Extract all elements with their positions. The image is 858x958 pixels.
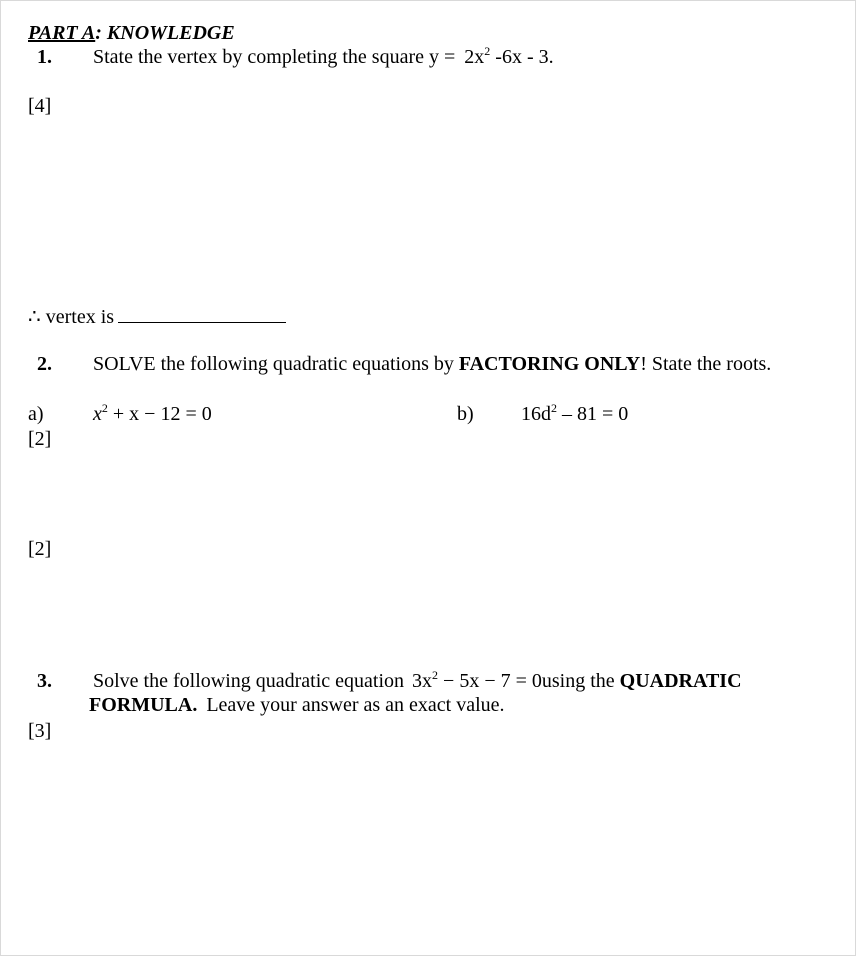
q2-text-before: SOLVE the following quadratic equations by (93, 353, 454, 375)
q3-equation (412, 670, 542, 692)
q2b-eq-tail: – 81 = 0 (562, 403, 629, 425)
q2b-marks: [2] (28, 538, 52, 560)
q2a-label: a) (28, 403, 44, 425)
q1-prompt (93, 45, 554, 69)
q1-eq-exponent: 2 (484, 44, 491, 58)
q3-text-mid: using the (541, 670, 615, 692)
q3-prompt-line2 (89, 693, 505, 717)
q2-prompt (93, 352, 771, 376)
part-colon: : (95, 22, 102, 44)
q1-answer-line (28, 304, 286, 329)
q1-equation (464, 46, 553, 68)
q1-answer-blank[interactable] (118, 304, 286, 323)
q2b-label: b) (457, 403, 474, 425)
q2b-eq-exponent: 2 (551, 401, 557, 415)
q3-text-after: Leave your answer as an exact value. (206, 694, 505, 716)
q3-text-bold-1: QUADRATIC (619, 670, 742, 692)
q1-number: 1. (37, 46, 52, 68)
q1-eq-lead: 2x (464, 46, 485, 68)
q2-number: 2. (37, 353, 52, 375)
q1-marks: [4] (28, 95, 52, 117)
q2a-eq-exponent: 2 (101, 401, 108, 415)
q2-text-bold: FACTORING ONLY (458, 353, 641, 375)
q2a-eq-base: x (93, 403, 102, 425)
q3-prompt-line1 (93, 669, 742, 693)
q3-text-bold-2: FORMULA. (89, 694, 198, 716)
part-label: PART A (28, 22, 96, 44)
q2a-eq-tail: + x − 12 = 0 (112, 403, 212, 425)
q2a-equation (93, 402, 212, 426)
q2b-eq-base: 16d (521, 403, 551, 425)
q1-text: State the vertex by completing the square y = (93, 46, 456, 68)
part-header (28, 21, 235, 45)
part-title: KNOWLEDGE (106, 22, 235, 44)
q3-number: 3. (37, 670, 52, 692)
q3-text-before: Solve the following quadratic equation (93, 670, 405, 692)
q1-answer-prefix: ∴ vertex is (28, 306, 115, 328)
q2a-marks: [2] (28, 428, 52, 450)
q3-eq-base: 3x (412, 670, 433, 692)
q1-eq-tail: -6x - 3. (495, 46, 554, 68)
q3-eq-exponent: 2 (432, 668, 439, 682)
q2b-equation (521, 402, 628, 426)
q3-marks: [3] (28, 720, 52, 742)
q2-text-after: ! State the roots. (640, 353, 772, 375)
q3-eq-tail: − 5x − 7 = 0 (443, 670, 542, 692)
